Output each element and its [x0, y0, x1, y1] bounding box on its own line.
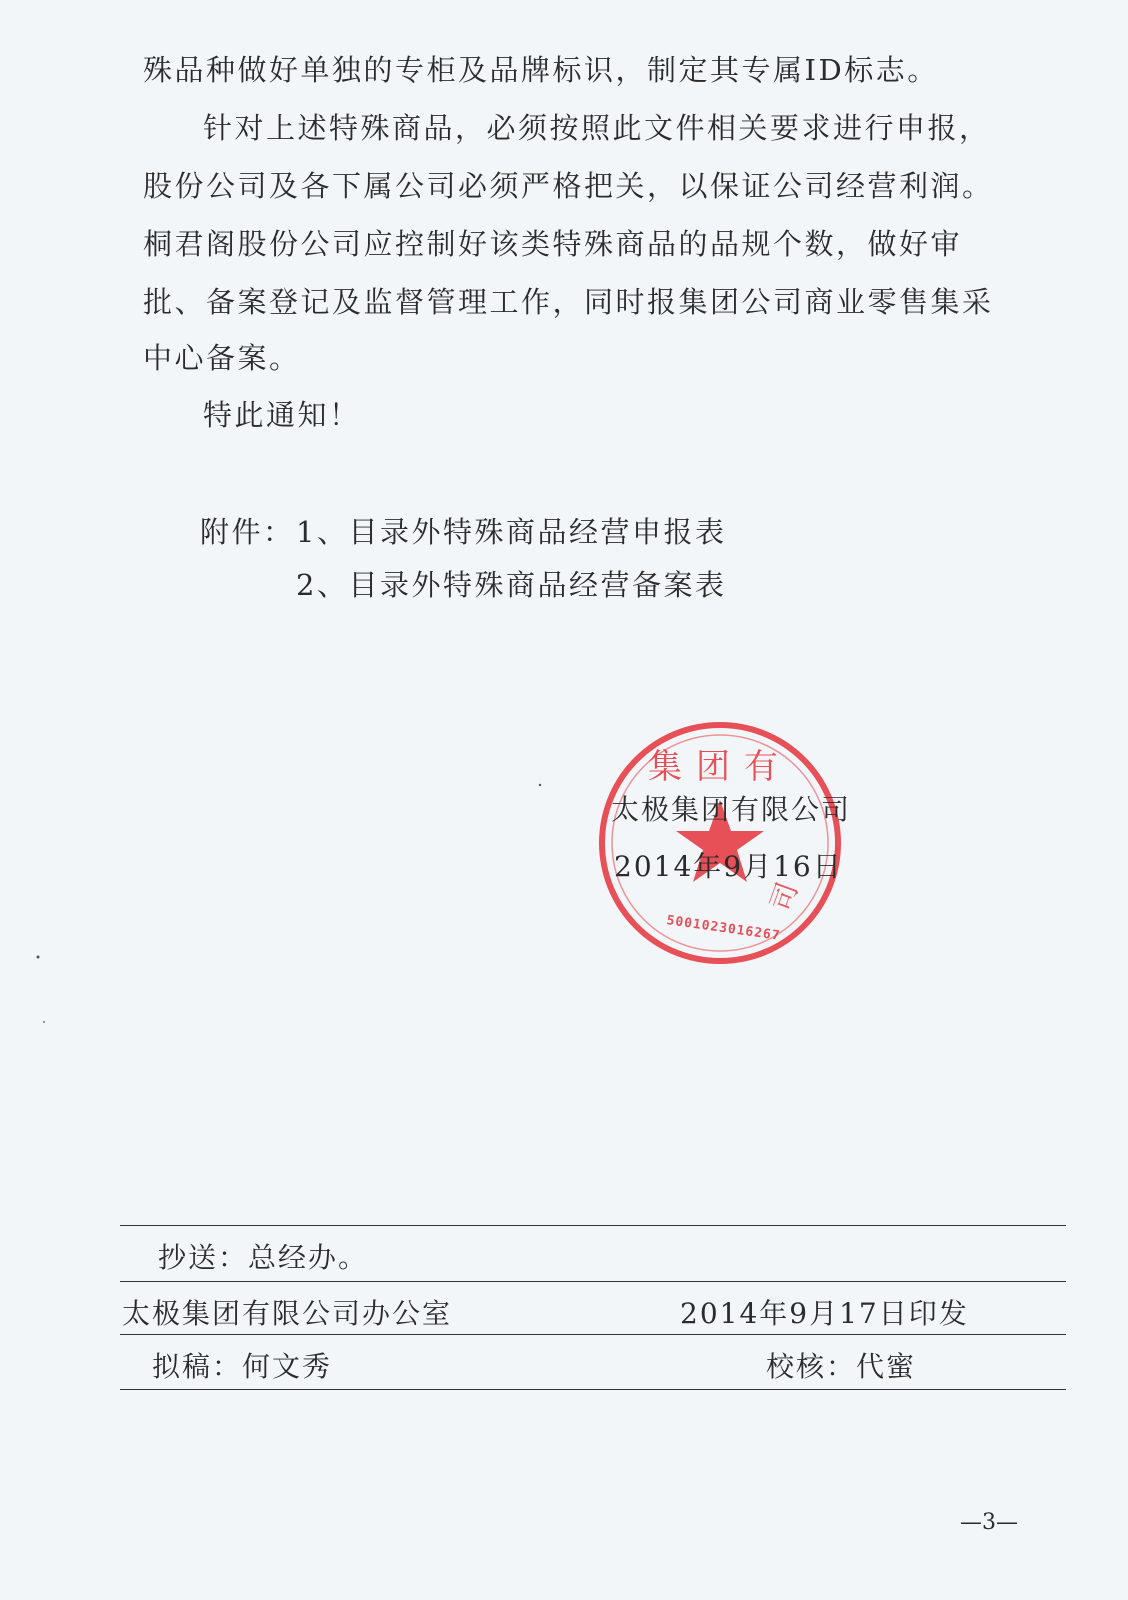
body-line-2: 针对上述特殊商品，必须按照此文件相关要求进行申报， [203, 111, 991, 145]
seal-serial-number: 5001023016267 [665, 913, 782, 944]
seal-partial-text: 司 [763, 877, 805, 916]
body-line-5: 批、备案登记及监督管理工作，同时报集团公司商业零售集采 [143, 285, 994, 319]
attachments-label: 附件： [200, 515, 295, 549]
reviewer: 校核：代蜜 [766, 1350, 917, 1383]
seal-top-text: 集团有 [648, 747, 792, 787]
drafter: 拟稿：何文秀 [152, 1350, 333, 1383]
attachment-item-1: 1、目录外特殊商品经营申报表 [296, 515, 727, 549]
page-number: —3— [960, 1510, 1018, 1535]
body-line-3: 股份公司及各下属公司必须严格把关，以保证公司经营利润。 [143, 169, 994, 203]
cc-line: 抄送：总经办。 [158, 1241, 369, 1274]
signature-company: 太极集团有限公司 [611, 793, 852, 826]
body-line-4: 桐君阁股份公司应控制好该类特殊商品的品规个数，做好审 [143, 227, 963, 261]
signature-date: 2014年9月16日 [614, 850, 843, 883]
attachment-item-2: 2、目录外特殊商品经营备案表 [296, 568, 727, 602]
print-date: 2014年9月17日印发 [680, 1297, 969, 1330]
closing-notice: 特此通知！ [203, 398, 361, 432]
body-line-6: 中心备案。 [143, 341, 301, 375]
body-line-1: 殊品种做好单独的专柜及品牌标识，制定其专属ID标志。 [143, 53, 939, 87]
issuing-office: 太极集团有限公司办公室 [122, 1297, 453, 1330]
